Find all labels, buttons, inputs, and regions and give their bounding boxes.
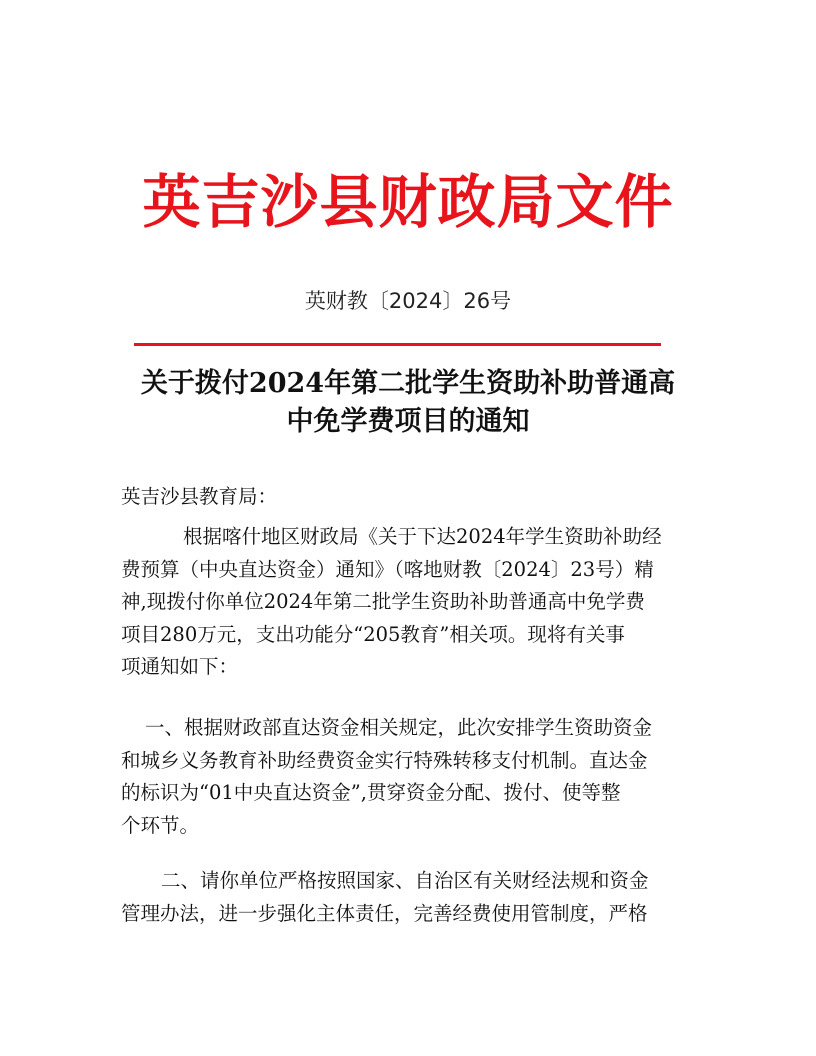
paragraph-1-line: 根据喀什地区财政局《关于下达2024年学生资助补助经 (183, 525, 662, 548)
paragraph-1-line: 费预算（中央直达资金）通知》（喀地财教〔2024〕23号）精 (121, 557, 654, 581)
document-title-line-1: 关于拨付2024年第二批学生资助补助普通高 (140, 368, 676, 399)
paragraph-2-line: 一、根据财政部直达资金相关规定，此次安排学生资助资金 (145, 716, 653, 739)
paragraph-3-line: 二、请你单位严格按照国家、自治区有关财经法规和资金 (161, 869, 649, 892)
paragraph-2 (121, 712, 699, 842)
paragraph-3 (121, 865, 699, 930)
paragraph-1 (121, 521, 699, 684)
document-number: 英财教〔2024〕26号 (304, 289, 512, 313)
masthead-title: 英吉沙县财政局文件 (142, 168, 674, 236)
salutation: 英吉沙县教育局： (121, 485, 278, 508)
paragraph-1-line: 项目280万元，支出功能分“205教育”相关项。现将有关事 (121, 622, 625, 646)
red-divider-line (134, 343, 661, 346)
document-title-line-2: 中免学费项目的通知 (286, 406, 530, 437)
paragraph-2-line: 个环节。 (121, 813, 200, 837)
paragraph-2-line: 的标识为“01中央直达资金”,贯穿资金分配、拨付、使等整 (121, 781, 621, 804)
paragraph-1-line: 项通知如下： (121, 655, 239, 678)
document-title (120, 365, 696, 441)
paragraph-1-line: 神,现拨付你单位2024年第二批学生资助补助普通高中免学费 (121, 590, 645, 613)
paragraph-3-line: 管理办法，进一步强化主体责任，完善经费使用管制度，严格 (121, 901, 648, 925)
paragraph-2-line: 和城乡义务教育补助经费资金实行特殊转移支付机制。直达金 (121, 748, 648, 772)
